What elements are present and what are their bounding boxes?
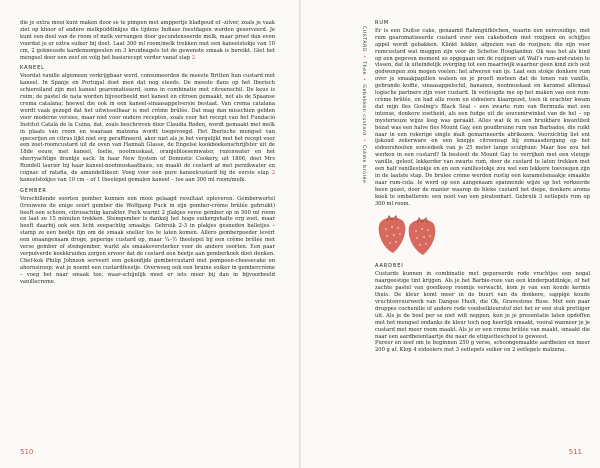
running-header-separator: •: [361, 55, 366, 59]
running-header-part: Gebakken custard: [361, 84, 366, 136]
strawberry-left: [379, 216, 406, 253]
right-text-column: [375, 20, 590, 354]
running-header-part: Crème brûlée: [361, 144, 366, 184]
running-header: [361, 26, 366, 183]
running-header-separator: •: [361, 78, 366, 82]
intro-step-ref: 2.: [191, 54, 197, 61]
left-page: [0, 0, 299, 468]
running-header-part: CUSTARD: [361, 26, 366, 53]
page-number-right: 511: [568, 448, 582, 456]
aardbei-paragraph: Custards kunnen in combinatie met gepureerde rode vruchtjes een nogal naargeestige tint krijgen. Als je het Barbie-roze van een kinderpuddinkje, of het zachte pastel van goedkoop roomijs verwacht, kom je van een koude kermis thuis. De kleur komt meer in de buurt van de donkere, sappige koude vruchtenvuurwerk van Dangue Hush, die Ok, Gravestone Rose. Met een paar druppes cochenille of andere rode voedselkleurstof ziet het er een stuk prettiger uit. Als je de boel per se niet wilt neppen, kun je je presentatie laten opdoffen met het mengsel ondanks de kleur toch nog heerlijk smaakt, vooral wanneer je je custard met meer room maakt. Als je er een crème brûlée van maakt, smaakt die naar een aardbeientaartje die naar de etiquetteschool is geweest.: [375, 271, 590, 340]
page-number-left: 510: [20, 448, 34, 456]
rum-heading: RUM: [375, 20, 390, 26]
aardbei-heading: AARDBEI: [375, 263, 404, 270]
right-page: [301, 0, 600, 468]
kaneel-paragraph: [20, 73, 275, 184]
intro-text: die je extra mooi kunt maken door se te pimpen met amppertje bladgoud of -zilver, zoals je vaak ziet op khoor of andere melkpuddinkjes die tijdens Indiase feestdagen worden geserveerd. Je kunt een deel van de room of melk vervangen door gecondenseerde melk, maar proef dan even voordat je er extra suiker bij doet. Laat 300 ml room/melk trekken met een kaneelstokje van 10 cm, 2 gekneusde kardemompeulen en 3 kruidnagels tot de gewenste smaak is bereikt. Giet het mengsel door een zeef en volg het basisrecept verder vanaf stap: [20, 20, 275, 61]
kaneel-heading: KANEEL: [20, 65, 45, 72]
rum-paragraph: Er is een Duitse cake, genaamd Rahmgüfköchen, waarin een eenvoudige, met rum gearomatiseerde custard over een cakebodem met rozijnen en schijfjes appel wordt gebakken. Klinkt lekker, afgezien van de rozijnen: die zijn voor rumcustard wat muggen zijn voor de Schotse Hooglanden. Ok was het als kind op een gegeven moment zo opgegaan om de rozijnen uit Wall's rum-and-raisin te vissen, dat ik uiteindelijk overging tot een maartwijk waarbur geen kind zich ooit gedwongen zou mogen voelen: het afweren van ijs. Laat een stokje donkere rum over je smaakpapillen walsen en je proeft meteen dat de tonen van vanille, gebrande koffie, sinaasappelschil, bananen, nootmuskaat en karamel allemaal logische partners zijn voor custard. Ik verleugde me op het maken van een rum-crème brûlée, en had alle room en eidooiers klaargezet, toen ik erachter kwam dat mijn fles Gosling's Black Seal – een zwarte rum van Bermuda met een intense, donkere zoetheid, als een fudge uit de souvenirwinkel van de hel – op mysterieuze wijze leeg was geraakt. Alles wat ik in een bruikbare kwantiteit bezat was een halve fles Mount Gay, een goudbruine rum van Barbados, die ruikt naar in een rokerige single malt gemarineerde abrikozen. Voorzichtig liet ent ijskoud zekerware en een knepje citroensap bij zomaasdergang op het eidoorshouten soncedeek van je 25 meter lange sculptuur. Maar hoe zou het werken in een custard? Ik beslooit de Mount Gay te verrijken met een vleugje vanille, geloof, lekkerder van zwarte rum, door de custard te laten trekken met een half vanillestokje en en een vanillestokje zou wel een lekkere toevoegen zijn in de laatste stap. De brulee crème werden rustig een karamelsmaakje smaakte naar rum-cola. Ie werd op een aangenaam spannende wijze op het verkeerde been gezet, door de manier waarop de bleke custard het diepe, donkere aroma koek te ombatteren: een noot van een piratenhart. Gebruik 3 eetlepels rum op 300 ml room.: [375, 27, 590, 207]
intro-paragraph: [20, 20, 275, 61]
kaneel-text: Voordat vanille algemeen verkrijgbaar werd, consumeerden de meeste Britten hun custard met kaneel. In Spanje en Portugal doet men dat nog steeds. De meeste flans op het Iberisch schiereiland zijn met kaneel gearomatiseerd, soms in combinatie met citroenschil. De keus is ruim; de pastel de nata worden bijvoorbeeld met kaneel en citroen gemaakt, net als de Spaanse crema catalana; hoewel die ook in een kaneel-sinaasappelversie bestaat. Van crema catalana wordt vaak gezegd dat het uitwisselbaar is met crème brûlée. Dat mag dan misschien gelden voor moderne versies, maar niet voor oudere recepten, zoals voor het recept van het Fundació Institut Català de la Cuina, dat, zoals beschreven door Claudia Roden, wordt gemaakt met melk in plaats van room en waaraan maïzena wordt toegevoegd. Het Iberische mengsel van specerijen en citrus lijkt niet erg geraffineerd, aker niet als je het vergelijkt met het recept voor een zoet-roomcustard uit de oven van Hannah Glasse, de Engelse kookboekenschrijfster uit de 18de eeuw, met kaneel, foelie, nootmuskaat, oranjebloesemwater, rozenwater en het sherryachtige drankje sack. In haar New System of Domestic Cookery, uit 1806, doet Mrs Rundell laurier bij haar kaneel-nootmuskaatbasis, en maakt de custard af met perzikwater en cognac of ratafia, de amandellikeur. Voeg voor een pure kaneelcustard bij de eerste stap: [20, 73, 275, 177]
left-text-column: [20, 20, 275, 286]
strawberry-right: [409, 218, 436, 255]
kaneel-tail: kaneelstokjes van 10 cm – of 1 theelepel gemalen kaneel – toe aan 300 ml room/melk.: [20, 176, 247, 183]
running-header-separator: •: [361, 138, 366, 142]
strawberry-illustration-icon: [375, 213, 441, 257]
aardbei-tail-paragraph: Pureer en zeef om te beginnen 250 g verse, schoongemaakte aardbeien en meer 200 g af. Klop 4 eidooiers met 3 eetlepels suiker en 2 eetlepels maïzena.: [375, 340, 590, 354]
kaneel-step-ref: 2: [271, 170, 275, 177]
running-header-part: Thee: [361, 61, 366, 76]
gember-paragraph: Verschillende soorten gember kunnen een mooi gelaagd resultaat opleveren. Gemberwortel (trouwens de enige soort gember die Wolfgang Puck in zijn gember-crème brûlée gebruikt) heeft een schoon, citrusachtig karakter. Puck warmt 2 plakjes verse gember op in 500 ml room en laat ze 15 minuten trekken. Stemgember is dankzij het hoge suikergehalte erg zoet, maar heeft daarbij ook een licht zeepachtig smaakje. Gebruik 2-3 in plakjes gesneden balletjes – stamp ze een beetje fijn om de smaak sneller los te laten komen. Allero gemberpoeder levert een onaangenaam droge, peperige custard op, maar ¼–½ theelepel bij een crème brûlée met verse gember of stemgember, warkt als smaaksversterker voor de andere soorten. Een paar verpulverde koekkruiden zorgen ervoor dat de custard een beetje aan gemberkoek doet denken. Chef-kok Philip Johnson serveert een gekonfijde gembercustard met pompoen-cheesecake en ahornsiroop; wat je noemt een custardfeestje. Overweeg ook een bruine suiker in gembercrème – voeg het naar smaak toe; waar-schijnlijk moet er iets meer bij dan in bijvoorbeeld vanillecreme.: [20, 195, 275, 285]
gember-heading: GEMBER: [20, 187, 47, 194]
